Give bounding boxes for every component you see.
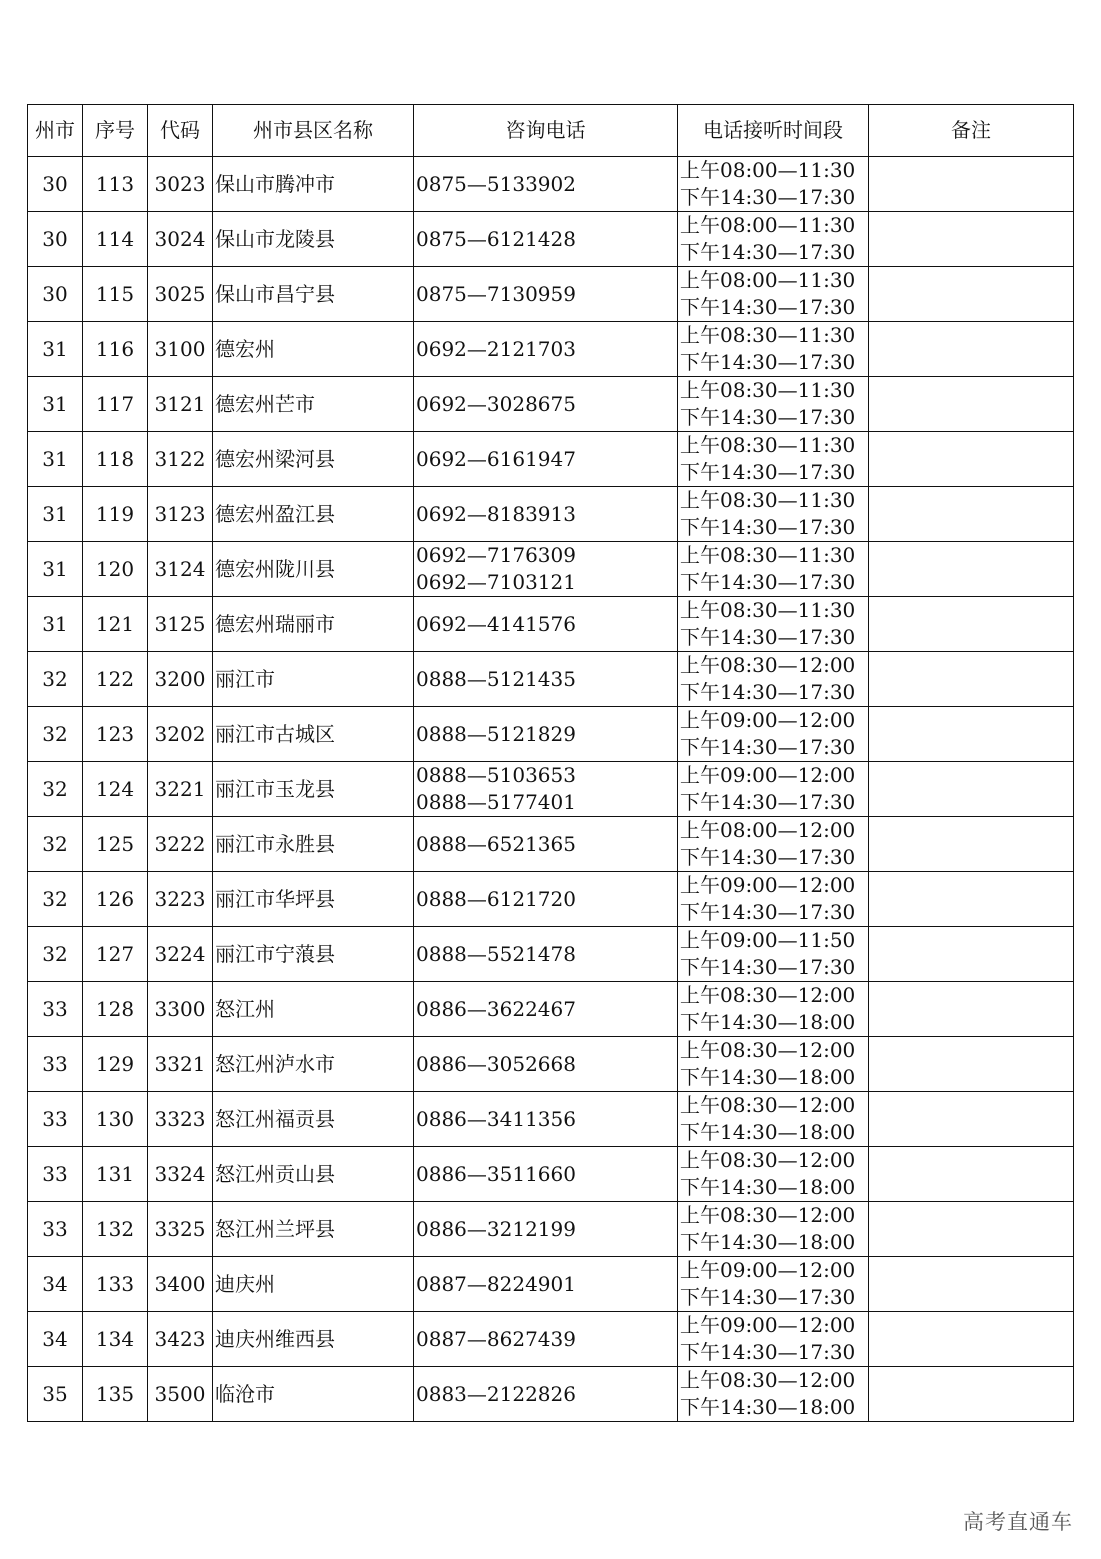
cell-name: 怒江州泸水市	[213, 1037, 414, 1092]
cell-name: 怒江州福贡县	[213, 1092, 414, 1147]
time-morning: 上午08:30—12:00	[680, 1093, 856, 1117]
cell-note	[869, 597, 1074, 652]
time-afternoon: 下午14:30—18:00	[680, 1010, 856, 1034]
cell-zhou: 31	[28, 377, 83, 432]
cell-name: 丽江市玉龙县	[213, 762, 414, 817]
cell-phone	[414, 872, 678, 927]
cell-name: 丽江市华坪县	[213, 872, 414, 927]
cell-code: 3323	[148, 1092, 213, 1147]
phone-number: 0888—5177401	[416, 790, 576, 814]
cell-phone	[414, 542, 678, 597]
cell-code: 3121	[148, 377, 213, 432]
table-row	[28, 1147, 1074, 1202]
cell-xu: 130	[83, 1092, 148, 1147]
cell-xu: 134	[83, 1312, 148, 1367]
header-time: 电话接听时间段	[678, 105, 869, 157]
time-afternoon: 下午14:30—18:00	[680, 1120, 856, 1144]
cell-time	[678, 267, 869, 322]
cell-xu: 126	[83, 872, 148, 927]
cell-time	[678, 322, 869, 377]
cell-name: 丽江市永胜县	[213, 817, 414, 872]
cell-time	[678, 1367, 869, 1422]
cell-note	[869, 212, 1074, 267]
cell-name: 怒江州	[213, 982, 414, 1037]
cell-time	[678, 872, 869, 927]
table-row	[28, 1037, 1074, 1092]
phone-number: 0692—3028675	[416, 391, 576, 416]
cell-phone	[414, 157, 678, 212]
table-row	[28, 267, 1074, 322]
cell-time	[678, 1257, 869, 1312]
phone-number: 0883—2122826	[416, 1381, 576, 1406]
cell-time	[678, 927, 869, 982]
time-morning: 上午08:30—11:30	[680, 488, 856, 512]
phone-number: 0888—6121720	[416, 886, 576, 911]
cell-phone	[414, 982, 678, 1037]
cell-code: 3023	[148, 157, 213, 212]
cell-xu: 121	[83, 597, 148, 652]
header-phone: 咨询电话	[414, 105, 678, 157]
cell-zhou: 32	[28, 927, 83, 982]
cell-note	[869, 267, 1074, 322]
cell-zhou: 31	[28, 432, 83, 487]
table-row	[28, 377, 1074, 432]
header-xu: 序号	[83, 105, 148, 157]
table-row	[28, 157, 1074, 212]
cell-xu: 115	[83, 267, 148, 322]
cell-xu: 132	[83, 1202, 148, 1257]
time-afternoon: 下午14:30—17:30	[680, 625, 856, 649]
cell-zhou: 33	[28, 982, 83, 1037]
cell-zhou: 30	[28, 267, 83, 322]
cell-phone	[414, 377, 678, 432]
cell-phone	[414, 487, 678, 542]
cell-name: 迪庆州	[213, 1257, 414, 1312]
phone-number: 0887—8627439	[416, 1326, 576, 1351]
contact-table	[27, 104, 1074, 1422]
header-row	[28, 105, 1074, 157]
table-row	[28, 487, 1074, 542]
phone-number: 0888—5121829	[416, 721, 576, 746]
cell-name: 丽江市宁蒗县	[213, 927, 414, 982]
cell-code: 3125	[148, 597, 213, 652]
table-header	[28, 105, 1074, 157]
cell-zhou: 31	[28, 322, 83, 377]
cell-note	[869, 1147, 1074, 1202]
phone-number: 0692—6161947	[416, 446, 576, 471]
cell-phone	[414, 817, 678, 872]
time-morning: 上午09:00—12:00	[680, 708, 856, 732]
cell-phone	[414, 762, 678, 817]
cell-note	[869, 1037, 1074, 1092]
cell-code: 3321	[148, 1037, 213, 1092]
phone-number: 0888—5103653	[416, 763, 576, 787]
time-afternoon: 下午14:30—17:30	[680, 185, 856, 209]
cell-code: 3325	[148, 1202, 213, 1257]
time-afternoon: 下午14:30—17:30	[680, 1340, 856, 1364]
cell-zhou: 33	[28, 1092, 83, 1147]
cell-code: 3024	[148, 212, 213, 267]
time-morning: 上午08:30—11:30	[680, 543, 856, 567]
phone-number: 0886—3622467	[416, 996, 576, 1021]
table-row	[28, 762, 1074, 817]
cell-time	[678, 542, 869, 597]
time-morning: 上午08:30—12:00	[680, 1038, 856, 1062]
cell-code: 3224	[148, 927, 213, 982]
cell-zhou: 31	[28, 487, 83, 542]
cell-note	[869, 322, 1074, 377]
cell-phone	[414, 652, 678, 707]
cell-time	[678, 432, 869, 487]
table-row	[28, 1312, 1074, 1367]
time-afternoon: 下午14:30—17:30	[680, 240, 856, 264]
cell-code: 3222	[148, 817, 213, 872]
time-afternoon: 下午14:30—17:30	[680, 570, 856, 594]
cell-code: 3100	[148, 322, 213, 377]
cell-name: 德宏州盈江县	[213, 487, 414, 542]
cell-time	[678, 707, 869, 762]
cell-phone	[414, 267, 678, 322]
cell-time	[678, 1312, 869, 1367]
time-morning: 上午08:30—12:00	[680, 1203, 856, 1227]
cell-time	[678, 1037, 869, 1092]
cell-name: 保山市腾冲市	[213, 157, 414, 212]
cell-time	[678, 157, 869, 212]
phone-number: 0875—6121428	[416, 226, 576, 251]
cell-code: 3123	[148, 487, 213, 542]
time-afternoon: 下午14:30—18:00	[680, 1230, 856, 1254]
cell-xu: 127	[83, 927, 148, 982]
phone-number: 0875—7130959	[416, 281, 576, 306]
cell-code: 3124	[148, 542, 213, 597]
time-afternoon: 下午14:30—18:00	[680, 1065, 856, 1089]
cell-phone	[414, 707, 678, 762]
table-row	[28, 597, 1074, 652]
cell-note	[869, 377, 1074, 432]
cell-note	[869, 487, 1074, 542]
cell-name: 怒江州贡山县	[213, 1147, 414, 1202]
cell-zhou: 32	[28, 652, 83, 707]
phone-number: 0888—5521478	[416, 941, 576, 966]
time-morning: 上午08:30—12:00	[680, 653, 856, 677]
cell-xu: 118	[83, 432, 148, 487]
cell-zhou: 31	[28, 542, 83, 597]
time-afternoon: 下午14:30—18:00	[680, 1395, 856, 1419]
cell-xu: 122	[83, 652, 148, 707]
time-morning: 上午08:00—11:30	[680, 213, 856, 237]
cell-code: 3122	[148, 432, 213, 487]
cell-name: 迪庆州维西县	[213, 1312, 414, 1367]
table-row	[28, 542, 1074, 597]
phone-number: 0692—2121703	[416, 336, 576, 361]
cell-note	[869, 157, 1074, 212]
time-morning: 上午08:00—11:30	[680, 158, 856, 182]
cell-zhou: 32	[28, 762, 83, 817]
header-zhou: 州市	[28, 105, 83, 157]
time-afternoon: 下午14:30—17:30	[680, 955, 856, 979]
cell-phone	[414, 1202, 678, 1257]
cell-zhou: 31	[28, 597, 83, 652]
cell-time	[678, 487, 869, 542]
cell-phone	[414, 1147, 678, 1202]
cell-phone	[414, 1037, 678, 1092]
cell-code: 3221	[148, 762, 213, 817]
cell-zhou: 33	[28, 1147, 83, 1202]
time-afternoon: 下午14:30—17:30	[680, 790, 856, 814]
cell-time	[678, 652, 869, 707]
cell-time	[678, 377, 869, 432]
cell-note	[869, 817, 1074, 872]
cell-phone	[414, 212, 678, 267]
cell-note	[869, 707, 1074, 762]
cell-xu: 117	[83, 377, 148, 432]
time-morning: 上午08:30—11:30	[680, 433, 856, 457]
table-row	[28, 927, 1074, 982]
cell-phone	[414, 1312, 678, 1367]
time-morning: 上午08:30—12:00	[680, 1368, 856, 1392]
time-morning: 上午08:00—12:00	[680, 818, 856, 842]
cell-time	[678, 212, 869, 267]
cell-time	[678, 1147, 869, 1202]
time-morning: 上午08:30—11:30	[680, 378, 856, 402]
cell-zhou: 34	[28, 1257, 83, 1312]
cell-phone	[414, 927, 678, 982]
cell-code: 3400	[148, 1257, 213, 1312]
time-afternoon: 下午14:30—18:00	[680, 1175, 856, 1199]
cell-xu: 124	[83, 762, 148, 817]
time-afternoon: 下午14:30—17:30	[680, 900, 856, 924]
cell-zhou: 33	[28, 1202, 83, 1257]
cell-name: 丽江市古城区	[213, 707, 414, 762]
watermark: 高考直通车	[963, 1510, 1073, 1534]
cell-note	[869, 542, 1074, 597]
cell-code: 3324	[148, 1147, 213, 1202]
cell-zhou: 30	[28, 157, 83, 212]
cell-xu: 128	[83, 982, 148, 1037]
time-morning: 上午08:30—12:00	[680, 983, 856, 1007]
cell-xu: 125	[83, 817, 148, 872]
cell-zhou: 34	[28, 1312, 83, 1367]
cell-note	[869, 1312, 1074, 1367]
cell-xu: 113	[83, 157, 148, 212]
header-note: 备注	[869, 105, 1074, 157]
cell-name: 保山市昌宁县	[213, 267, 414, 322]
time-morning: 上午09:00—12:00	[680, 1313, 856, 1337]
cell-name: 德宏州梁河县	[213, 432, 414, 487]
phone-number: 0886—3212199	[416, 1216, 576, 1241]
cell-note	[869, 927, 1074, 982]
table-row	[28, 707, 1074, 762]
table-row	[28, 1257, 1074, 1312]
cell-name: 保山市龙陵县	[213, 212, 414, 267]
cell-name: 德宏州芒市	[213, 377, 414, 432]
time-afternoon: 下午14:30—17:30	[680, 680, 856, 704]
table-row	[28, 212, 1074, 267]
cell-note	[869, 1367, 1074, 1422]
cell-phone	[414, 1367, 678, 1422]
cell-code: 3025	[148, 267, 213, 322]
phone-number: 0875—5133902	[416, 171, 576, 196]
time-morning: 上午09:00—12:00	[680, 1258, 856, 1282]
cell-code: 3300	[148, 982, 213, 1037]
cell-phone	[414, 322, 678, 377]
table-row	[28, 1202, 1074, 1257]
cell-code: 3200	[148, 652, 213, 707]
table-row	[28, 652, 1074, 707]
cell-xu: 135	[83, 1367, 148, 1422]
header-code: 代码	[148, 105, 213, 157]
cell-xu: 119	[83, 487, 148, 542]
cell-xu: 116	[83, 322, 148, 377]
cell-xu: 120	[83, 542, 148, 597]
time-morning: 上午09:00—12:00	[680, 763, 856, 787]
cell-note	[869, 1257, 1074, 1312]
table-body	[28, 157, 1074, 1422]
time-morning: 上午09:00—12:00	[680, 873, 856, 897]
time-morning: 上午08:30—12:00	[680, 1148, 856, 1172]
cell-phone	[414, 1257, 678, 1312]
phone-number: 0886—3511660	[416, 1161, 576, 1186]
cell-xu: 131	[83, 1147, 148, 1202]
cell-note	[869, 762, 1074, 817]
cell-time	[678, 597, 869, 652]
phone-number: 0888—5121435	[416, 666, 576, 691]
table-row	[28, 432, 1074, 487]
cell-code: 3500	[148, 1367, 213, 1422]
cell-code: 3202	[148, 707, 213, 762]
cell-phone	[414, 597, 678, 652]
cell-name: 临沧市	[213, 1367, 414, 1422]
phone-number: 0888—6521365	[416, 831, 576, 856]
time-afternoon: 下午14:30—17:30	[680, 735, 856, 759]
time-afternoon: 下午14:30—17:30	[680, 295, 856, 319]
cell-code: 3423	[148, 1312, 213, 1367]
time-morning: 上午09:00—11:50	[680, 928, 856, 952]
phone-number: 0692—8183913	[416, 501, 576, 526]
cell-xu: 129	[83, 1037, 148, 1092]
cell-xu: 114	[83, 212, 148, 267]
cell-zhou: 32	[28, 707, 83, 762]
cell-note	[869, 872, 1074, 927]
cell-note	[869, 1202, 1074, 1257]
phone-number: 0692—4141576	[416, 611, 576, 636]
cell-note	[869, 652, 1074, 707]
time-morning: 上午08:30—11:30	[680, 598, 856, 622]
time-afternoon: 下午14:30—17:30	[680, 1285, 856, 1309]
phone-number: 0886—3052668	[416, 1051, 576, 1076]
cell-name: 德宏州陇川县	[213, 542, 414, 597]
cell-time	[678, 1092, 869, 1147]
cell-time	[678, 1202, 869, 1257]
cell-name: 德宏州	[213, 322, 414, 377]
table-row	[28, 1367, 1074, 1422]
table-row	[28, 982, 1074, 1037]
cell-note	[869, 982, 1074, 1037]
cell-code: 3223	[148, 872, 213, 927]
cell-xu: 133	[83, 1257, 148, 1312]
cell-time	[678, 982, 869, 1037]
cell-name: 丽江市	[213, 652, 414, 707]
table-row	[28, 322, 1074, 377]
table-row	[28, 872, 1074, 927]
phone-number: 0692—7176309	[416, 543, 576, 567]
cell-zhou: 35	[28, 1367, 83, 1422]
time-morning: 上午08:30—11:30	[680, 323, 856, 347]
cell-zhou: 32	[28, 872, 83, 927]
phone-number: 0887—8224901	[416, 1271, 576, 1296]
time-afternoon: 下午14:30—17:30	[680, 460, 856, 484]
table-row	[28, 817, 1074, 872]
cell-zhou: 33	[28, 1037, 83, 1092]
cell-phone	[414, 1092, 678, 1147]
cell-name: 怒江州兰坪县	[213, 1202, 414, 1257]
table-row	[28, 1092, 1074, 1147]
time-afternoon: 下午14:30—17:30	[680, 350, 856, 374]
time-afternoon: 下午14:30—17:30	[680, 845, 856, 869]
time-morning: 上午08:00—11:30	[680, 268, 856, 292]
cell-xu: 123	[83, 707, 148, 762]
cell-time	[678, 762, 869, 817]
header-name: 州市县区名称	[213, 105, 414, 157]
cell-note	[869, 1092, 1074, 1147]
phone-number: 0692—7103121	[416, 570, 576, 594]
cell-zhou: 32	[28, 817, 83, 872]
time-afternoon: 下午14:30—17:30	[680, 405, 856, 429]
cell-note	[869, 432, 1074, 487]
phone-number: 0886—3411356	[416, 1106, 576, 1131]
cell-zhou: 30	[28, 212, 83, 267]
time-afternoon: 下午14:30—17:30	[680, 515, 856, 539]
cell-phone	[414, 432, 678, 487]
cell-name: 德宏州瑞丽市	[213, 597, 414, 652]
cell-time	[678, 817, 869, 872]
